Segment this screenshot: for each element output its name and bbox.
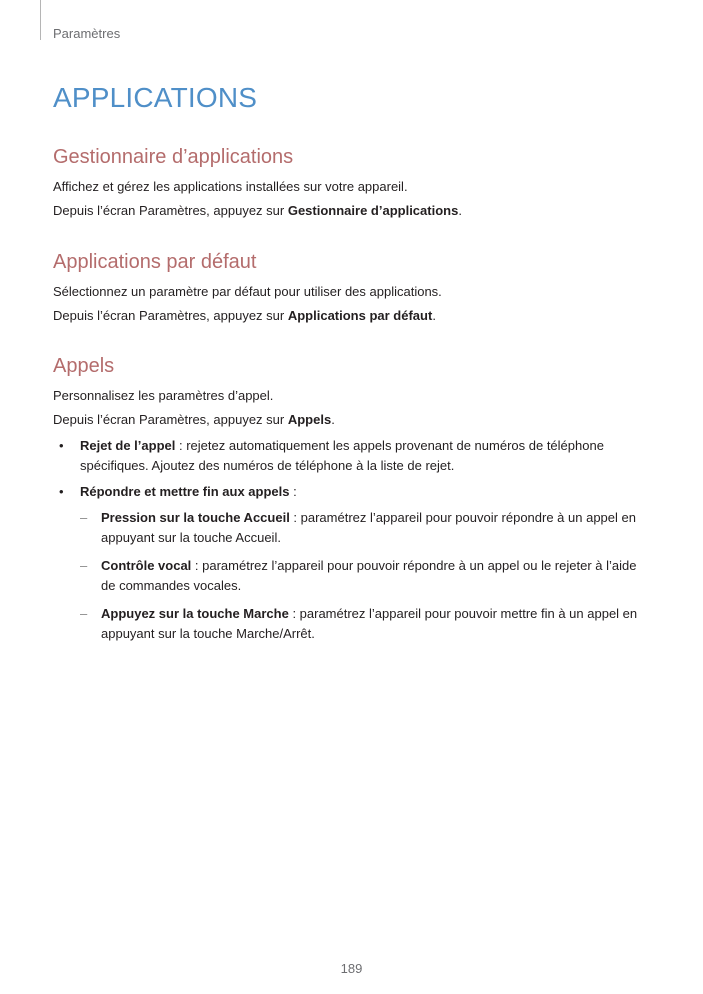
- bullet-icon: •: [59, 438, 64, 453]
- sub-list-item: [80, 508, 653, 548]
- list-item-text: :: [289, 484, 297, 499]
- dash-icon: –: [80, 510, 88, 525]
- navigation-path: [53, 408, 653, 432]
- path-suffix: .: [331, 412, 335, 427]
- sub-item-term: Pression sur la touche Accueil: [101, 510, 290, 525]
- list-item-text: : rejetez automatiquement les appels provenant de numéros de téléphone spécifiques. Ajoutez des numéros de téléphone à la liste de rejet.: [80, 438, 604, 473]
- sub-item-text: : paramétrez l’appareil pour pouvoir mettre fin à un appel en appuyant sur la touche Marche/Arrêt.: [101, 606, 638, 641]
- section-description: Sélectionnez un paramètre par défaut pour utiliser des applications.: [53, 284, 442, 299]
- list-item: [53, 436, 653, 476]
- section-default-apps: [53, 251, 653, 328]
- sub-list-item: [80, 604, 653, 644]
- section-heading: Gestionnaire d’applications: [53, 146, 294, 168]
- navigation-path: [53, 304, 653, 328]
- header-rule: [40, 0, 41, 40]
- path-target: Gestionnaire d’applications: [287, 203, 459, 218]
- chapter-title: APPLICATIONS: [53, 82, 258, 113]
- section-description: Affichez et gérez les applications installées sur votre appareil.: [53, 179, 408, 194]
- path-prefix: Depuis l’écran Paramètres, appuyez sur: [53, 203, 288, 218]
- section-description: Personnalisez les paramètres d’appel.: [53, 388, 274, 403]
- sub-item-term: Contrôle vocal: [101, 558, 192, 573]
- dash-icon: –: [80, 558, 88, 573]
- dash-icon: –: [80, 606, 88, 621]
- list-item: [53, 482, 653, 644]
- sub-list-item: [80, 556, 653, 596]
- section-heading: Applications par défaut: [53, 251, 257, 273]
- path-target: Appels: [287, 412, 332, 427]
- list-item-term: Rejet de l’appel: [80, 438, 176, 453]
- bullet-list: [53, 436, 653, 644]
- sub-item-text: : paramétrez l’appareil pour pouvoir répondre à un appel en appuyant sur la touche Accueil.: [101, 510, 636, 545]
- path-suffix: .: [458, 203, 462, 218]
- page-number: 189: [340, 961, 363, 976]
- navigation-path: [53, 199, 653, 223]
- section-heading: Appels: [53, 355, 115, 377]
- path-suffix: .: [432, 308, 436, 323]
- section-app-manager: [53, 146, 653, 223]
- sub-item-text: : paramétrez l’appareil pour pouvoir répondre à un appel ou le rejeter à l’aide de commandes vocales.: [101, 558, 637, 593]
- bullet-icon: •: [59, 484, 64, 499]
- path-prefix: Depuis l’écran Paramètres, appuyez sur: [53, 308, 288, 323]
- sub-list: [80, 508, 653, 644]
- list-item-term: Répondre et mettre fin aux appels: [80, 484, 290, 499]
- path-target: Applications par défaut: [287, 308, 433, 323]
- running-header: Paramètres: [53, 26, 121, 41]
- path-prefix: Depuis l’écran Paramètres, appuyez sur: [53, 412, 288, 427]
- section-calls: [53, 355, 653, 652]
- sub-item-term: Appuyez sur la touche Marche: [101, 606, 289, 621]
